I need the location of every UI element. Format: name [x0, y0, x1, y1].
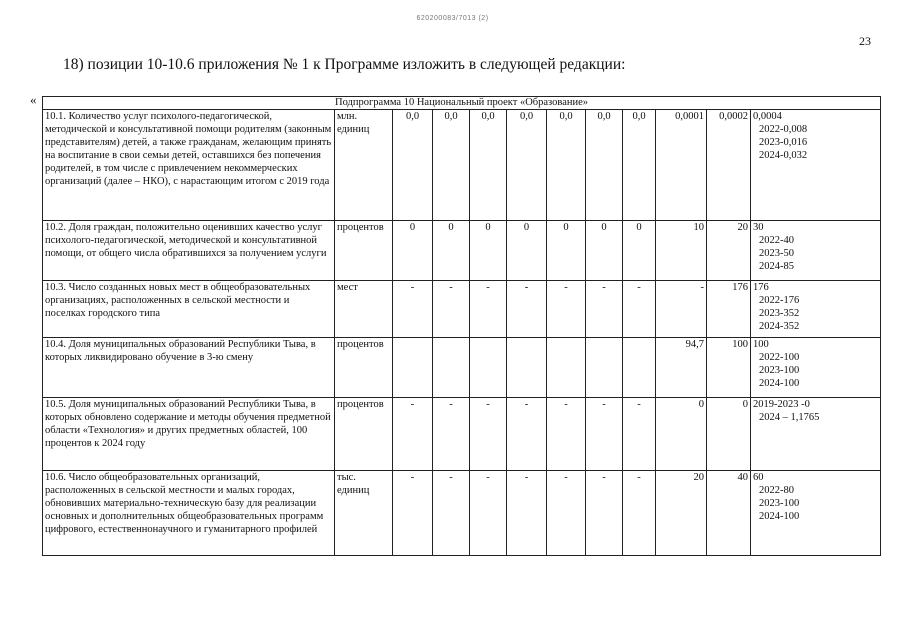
indicator-value: -	[393, 281, 433, 338]
indicator-value: 40	[707, 471, 751, 556]
indicator-value: 0	[393, 221, 433, 281]
indicator-value: 20	[656, 471, 707, 556]
indicator-value: 0	[586, 221, 623, 281]
indicator-value: -	[507, 281, 547, 338]
indicator-value: -	[623, 281, 656, 338]
indicator-target-values	[751, 221, 881, 281]
indicator-value: -	[547, 398, 586, 471]
indicator-name: 10.4. Доля муниципальных образований Республики Тыва, в которых ликвидировано обучение в 3-ю смену	[43, 338, 335, 398]
target-value-year: 2022-40	[759, 235, 794, 246]
indicator-unit: млн. единиц	[335, 110, 393, 221]
indicator-value: 176	[707, 281, 751, 338]
indicator-value: 0	[433, 221, 470, 281]
page-number: 23	[859, 34, 871, 48]
indicator-value	[507, 338, 547, 398]
indicator-value: 0,0	[470, 110, 507, 221]
target-value-first: 0,0004	[753, 111, 782, 122]
indicator-value: 10	[656, 221, 707, 281]
target-value-year: 2024-352	[759, 321, 800, 332]
indicator-name: 10.1. Количество услуг психолого-педагогической, методической и консультативной помощи родителям (законным представителям) детей, а также гражданам, желающим принять на воспитание в свои семьи детей, оставшихся без попечения родителей, в том числе с привлечением некоммерческих организаций (далее – НКО), с нарастающим итогом с 2019 года	[43, 110, 335, 221]
indicator-value: 0,0	[393, 110, 433, 221]
indicator-value: -	[470, 398, 507, 471]
target-value-year: 2023-100	[759, 365, 800, 376]
indicator-unit: процентов	[335, 338, 393, 398]
indicator-value: -	[547, 281, 586, 338]
indicator-value: 0	[707, 398, 751, 471]
indicator-unit: процентов	[335, 221, 393, 281]
indicator-value: 0,0001	[656, 110, 707, 221]
indicator-row	[43, 110, 881, 221]
indicator-row	[43, 398, 881, 471]
indicator-value	[393, 338, 433, 398]
indicator-unit: процентов	[335, 398, 393, 471]
indicator-target-values	[751, 338, 881, 398]
target-value-year: 2022-176	[759, 295, 800, 306]
indicators-table	[42, 96, 881, 556]
indicator-value: -	[433, 471, 470, 556]
indicator-value: -	[586, 281, 623, 338]
target-value-first: 176	[753, 282, 769, 293]
indicator-name: 10.6. Число общеобразовательных организаций, расположенных в сельской местности и малых городах, обновивших материально-техническую базу для реализации основных и дополнительных общеобразовательных программ цифрового, естественнонаучного и гуманитарного профилей	[43, 471, 335, 556]
target-value-year: 2024 – 1,1765	[759, 412, 820, 423]
indicator-row	[43, 471, 881, 556]
indicator-value	[623, 338, 656, 398]
target-value-year: 2022-80	[759, 485, 794, 496]
indicator-name: 10.3. Число созданных новых мест в общеобразовательных организациях, расположенных в сельской местности и поселках городского типа	[43, 281, 335, 338]
target-value-year: 2023-50	[759, 248, 794, 259]
indicator-target-values	[751, 471, 881, 556]
target-value-year: 2024-100	[759, 378, 800, 389]
indicator-value	[547, 338, 586, 398]
target-value-year: 2022-100	[759, 352, 800, 363]
indicator-value: 94,7	[656, 338, 707, 398]
indicator-value: -	[507, 398, 547, 471]
indicator-row	[43, 281, 881, 338]
indicator-value: -	[586, 471, 623, 556]
target-value-year: 2023-352	[759, 308, 800, 319]
indicator-target-values	[751, 281, 881, 338]
indicator-value: -	[433, 281, 470, 338]
target-value-first: 60	[753, 472, 764, 483]
indicator-unit: тыс. единиц	[335, 471, 393, 556]
target-value-first: 100	[753, 339, 769, 350]
indicator-target-values	[751, 110, 881, 221]
opening-quote-mark: «	[30, 92, 37, 107]
indicator-value	[433, 338, 470, 398]
indicator-value: -	[470, 281, 507, 338]
indicator-name: 10.5. Доля муниципальных образований Республики Тыва, в которых обновлено содержание и методы обучения предметной области «Технология» и других предметных областей, 100 процентов к 2024 году	[43, 398, 335, 471]
indicator-value	[470, 338, 507, 398]
indicator-value: -	[547, 471, 586, 556]
indicator-target-values	[751, 398, 881, 471]
indicator-value: 0,0002	[707, 110, 751, 221]
indicator-value: -	[433, 398, 470, 471]
indicator-unit: мест	[335, 281, 393, 338]
indicator-value: -	[623, 398, 656, 471]
indicator-value: 0	[547, 221, 586, 281]
indicator-value: 0,0	[433, 110, 470, 221]
target-value-first: 2019-2023 -0	[753, 399, 810, 410]
subprogram-header-row	[43, 97, 881, 110]
document-code: 620200083/7013 (2)	[416, 15, 489, 22]
indicator-value: 0,0	[547, 110, 586, 221]
indicator-value: 0,0	[586, 110, 623, 221]
target-value-first: 30	[753, 222, 764, 233]
subprogram-title: Подпрограмма 10 Национальный проект «Образование»	[43, 97, 881, 110]
indicator-value: 100	[707, 338, 751, 398]
indicator-value: 0,0	[623, 110, 656, 221]
target-value-year: 2024-0,032	[759, 150, 808, 161]
indicator-value: -	[470, 471, 507, 556]
indicator-value: -	[507, 471, 547, 556]
indicator-row	[43, 338, 881, 398]
target-value-year: 2024-100	[759, 511, 800, 522]
indicator-value: 20	[707, 221, 751, 281]
indicator-value: -	[586, 398, 623, 471]
target-value-year: 2023-100	[759, 498, 800, 509]
indicator-value: -	[656, 281, 707, 338]
indicator-row	[43, 221, 881, 281]
indicator-value: 0	[507, 221, 547, 281]
indicator-value: -	[393, 471, 433, 556]
target-value-year: 2024-85	[759, 261, 794, 272]
target-value-year: 2023-0,016	[759, 137, 808, 148]
indicator-value	[586, 338, 623, 398]
indicator-name: 10.2. Доля граждан, положительно оценивших качество услуг психолого-педагогической, методической и консультативной помощи, от общего числа обратившихся за получением услуги	[43, 221, 335, 281]
section-heading: 18) позиции 10-10.6 приложения № 1 к Программе изложить в следующей редакции:	[63, 56, 626, 73]
indicator-value: 0	[623, 221, 656, 281]
indicator-value: 0,0	[507, 110, 547, 221]
indicator-value: 0	[656, 398, 707, 471]
indicator-value: 0	[470, 221, 507, 281]
indicator-value: -	[623, 471, 656, 556]
indicator-value: -	[393, 398, 433, 471]
target-value-year: 2022-0,008	[759, 124, 808, 135]
